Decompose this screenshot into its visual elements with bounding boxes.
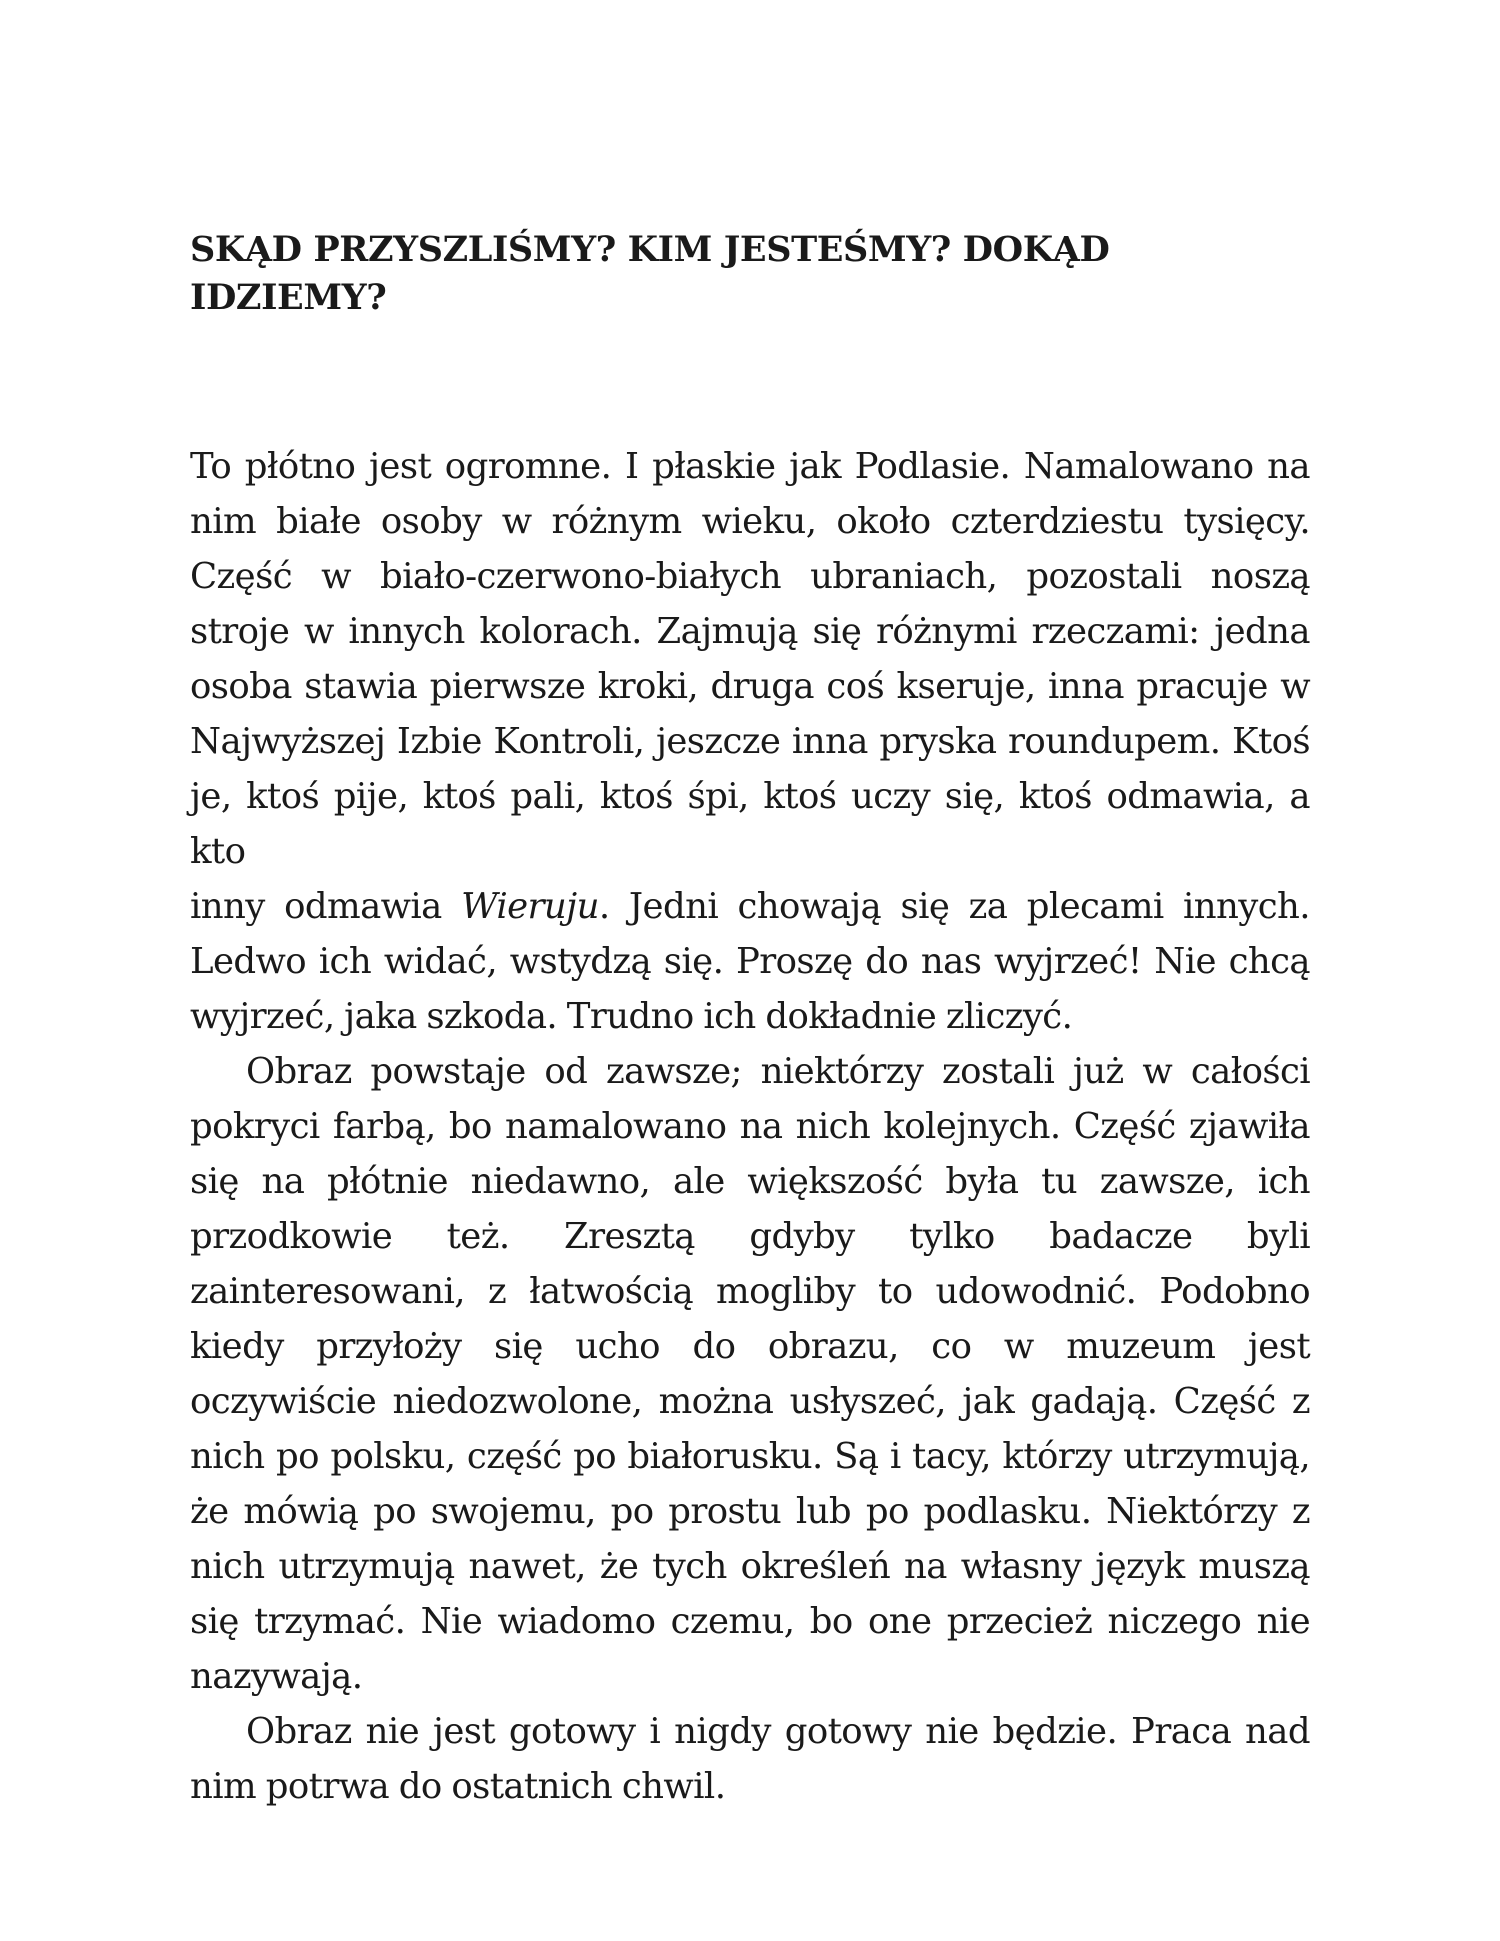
- text-line: zainteresowani, z łatwością mogliby to udowodnić. Podobno: [190, 1271, 1310, 1312]
- text-line: kiedy przyłoży się ucho do obrazu, co w muzeum jest: [190, 1326, 1310, 1367]
- text-line: wyjrzeć, jaka szkoda. Trudno ich dokładnie zliczyć.: [190, 996, 1073, 1037]
- book-page: [190, 0, 1310, 1941]
- text-line: się na płótnie niedawno, ale większość była tu zawsze, ich: [190, 1161, 1310, 1202]
- paragraph-1: [190, 439, 1310, 1044]
- italic-title: Wieruju: [461, 886, 599, 927]
- chapter-body: [190, 439, 1310, 1814]
- text-line: nich utrzymują nawet, że tych określeń na własny język muszą: [190, 1546, 1310, 1587]
- text-line: Część w biało-czerwono-białych ubraniach, pozostali noszą: [190, 556, 1310, 597]
- paragraph-3: [190, 1704, 1310, 1814]
- text-line: To płótno jest ogromne. I płaskie jak Podlasie. Namalowano na: [190, 446, 1310, 487]
- paragraph-2: [190, 1044, 1310, 1704]
- text-line: [190, 879, 1310, 934]
- text-line: że mówią po swojemu, po prostu lub po podlasku. Niektórzy z: [190, 1491, 1310, 1532]
- text-line: Najwyższej Izbie Kontroli, jeszcze inna pryska roundupem. Ktoś: [190, 721, 1310, 762]
- text-line: nim białe osoby w różnym wieku, około czterdziestu tysięcy.: [190, 501, 1310, 542]
- text-line: Obraz nie jest gotowy i nigdy gotowy nie będzie. Praca nad: [246, 1711, 1310, 1752]
- text-line: nim potrwa do ostatnich chwil.: [190, 1766, 726, 1807]
- text-line: osoba stawia pierwsze kroki, druga coś kseruje, inna pracuje w: [190, 666, 1310, 707]
- text-line: pokryci farbą, bo namalowano na nich kolejnych. Część zjawiła: [190, 1106, 1310, 1147]
- text-line: Ledwo ich widać, wstydzą się. Proszę do nas wyjrzeć! Nie chcą: [190, 941, 1310, 982]
- text-line: przodkowie też. Zresztą gdyby tylko badacze byli: [190, 1216, 1310, 1257]
- text-line: nich po polsku, część po białorusku. Są i tacy, którzy utrzymują,: [190, 1436, 1310, 1477]
- text-line: się trzymać. Nie wiadomo czemu, bo one przecież niczego nie: [190, 1601, 1310, 1642]
- text-segment: . Jedni chowają się za plecami innych.: [598, 886, 1310, 927]
- text-line: je, ktoś pije, ktoś pali, ktoś śpi, ktoś uczy się, ktoś odmawia, a kto: [190, 776, 1310, 872]
- text-line: nazywają.: [190, 1656, 363, 1697]
- text-segment: inny odmawia: [190, 886, 462, 927]
- text-line: Obraz powstaje od zawsze; niektórzy zostali już w całości: [246, 1051, 1310, 1092]
- text-line: stroje w innych kolorach. Zajmują się różnymi rzeczami: jedna: [190, 611, 1310, 652]
- chapter-heading: SKĄD PRZYSZLIŚMY? KIM JESTEŚMY? DOKĄD IDZIEMY?: [190, 229, 1110, 318]
- text-line: oczywiście niedozwolone, można usłyszeć, jak gadają. Część z: [190, 1381, 1310, 1422]
